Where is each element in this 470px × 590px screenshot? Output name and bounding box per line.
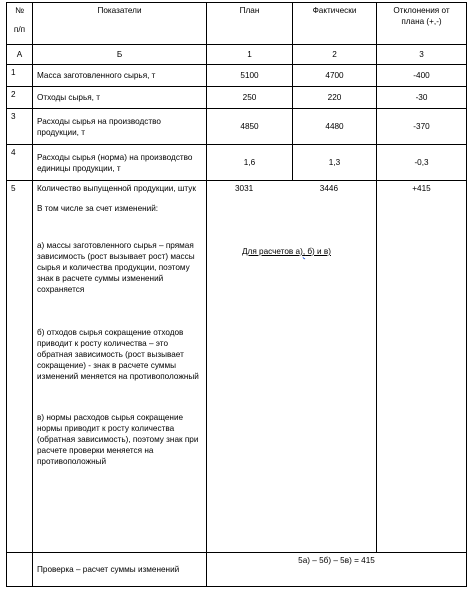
row5-item-a: а) массы заготовленного сырья – прямая зависимость (рост вызывает рост) массы сырья и количества продукции, поэтому знак в расчете суммы изменений сохраняется: [37, 241, 195, 294]
row-plan: 4850: [207, 109, 293, 145]
row-plan: 250: [207, 87, 293, 109]
index-cell: Б: [33, 45, 207, 65]
indicators-table: [6, 2, 467, 587]
row-number: 5: [7, 181, 33, 553]
check-formula: 5а) – 5б) – 5в) = 415: [207, 553, 467, 587]
row5-item-b: б) отходов сырья сокращение отходов приводит к росту количества – это обратная зависимость (рост вызывает сокращение) - знак в расчете суммы изменений меняется на противоположный: [37, 328, 199, 381]
row5-subtitle: В том числе за счет изменений:: [37, 204, 159, 213]
check-name: Проверка – расчет суммы изменений: [33, 553, 207, 587]
index-cell: А: [7, 45, 33, 65]
row-actual: 1,3: [293, 145, 377, 181]
header-indicators: Показатели: [33, 3, 207, 45]
row-number: 2: [7, 87, 33, 109]
row-number: 1: [7, 65, 33, 87]
header-deviation: Отклонения от плана (+,-): [377, 3, 467, 45]
row-plan: 1,6: [207, 145, 293, 181]
calc-note: [235, 246, 338, 257]
header-actual: Фактически: [293, 3, 377, 45]
row-deviation: -400: [377, 65, 467, 87]
row5-item-c: в) нормы расходов сырья сокращение нормы приводит к росту количества (обратная зависимость), поэтому знак при расчете проверки меняется на противоположный: [37, 413, 199, 466]
row-actual: 4480: [293, 109, 377, 145]
row-deviation: -30: [377, 87, 467, 109]
row-actual: 220: [293, 87, 377, 109]
index-cell: 2: [293, 45, 377, 65]
row-deviation: -370: [377, 109, 467, 145]
header-row: [7, 3, 467, 45]
header-num-line1: №: [15, 6, 24, 15]
row-name: Отходы сырья, т: [33, 87, 207, 109]
row-name: Масса заготовленного сырья, т: [33, 65, 207, 87]
row-plan: 5100: [207, 65, 293, 87]
check-row: [7, 553, 467, 587]
row5-actual: 3446: [319, 184, 338, 193]
index-cell: 3: [377, 45, 467, 65]
table-row: [7, 145, 467, 181]
row5-value-pair: [235, 183, 338, 194]
row5-deviation: +415: [377, 181, 467, 553]
index-cell: 1: [207, 45, 293, 65]
row-name: Расходы сырья на производство продукции, т: [33, 109, 207, 145]
row5-name: Количество выпущенной продукции, штук: [37, 184, 196, 193]
row5-plan: 3031: [235, 184, 254, 193]
calc-note-pre: Для расчетов а): [242, 247, 303, 256]
row5-values: [207, 181, 377, 553]
table-row: [7, 65, 467, 87]
row5-description: [33, 181, 207, 553]
calc-note-mid: ,: [302, 247, 306, 256]
calc-note-post: б) и в): [305, 247, 331, 256]
header-num-line2: п/п: [13, 25, 26, 34]
row-number: 3: [7, 109, 33, 145]
header-plan: План: [207, 3, 293, 45]
row-number: [7, 553, 33, 587]
table-row: [7, 87, 467, 109]
header-num: [7, 3, 33, 45]
table-row: [7, 109, 467, 145]
row-actual: 4700: [293, 65, 377, 87]
row-deviation: -0,3: [377, 145, 467, 181]
row-number: 4: [7, 145, 33, 181]
row-name: Расходы сырья (норма) на производство единицы продукции, т: [33, 145, 207, 181]
table-row-5: [7, 181, 467, 553]
index-row: [7, 45, 467, 65]
